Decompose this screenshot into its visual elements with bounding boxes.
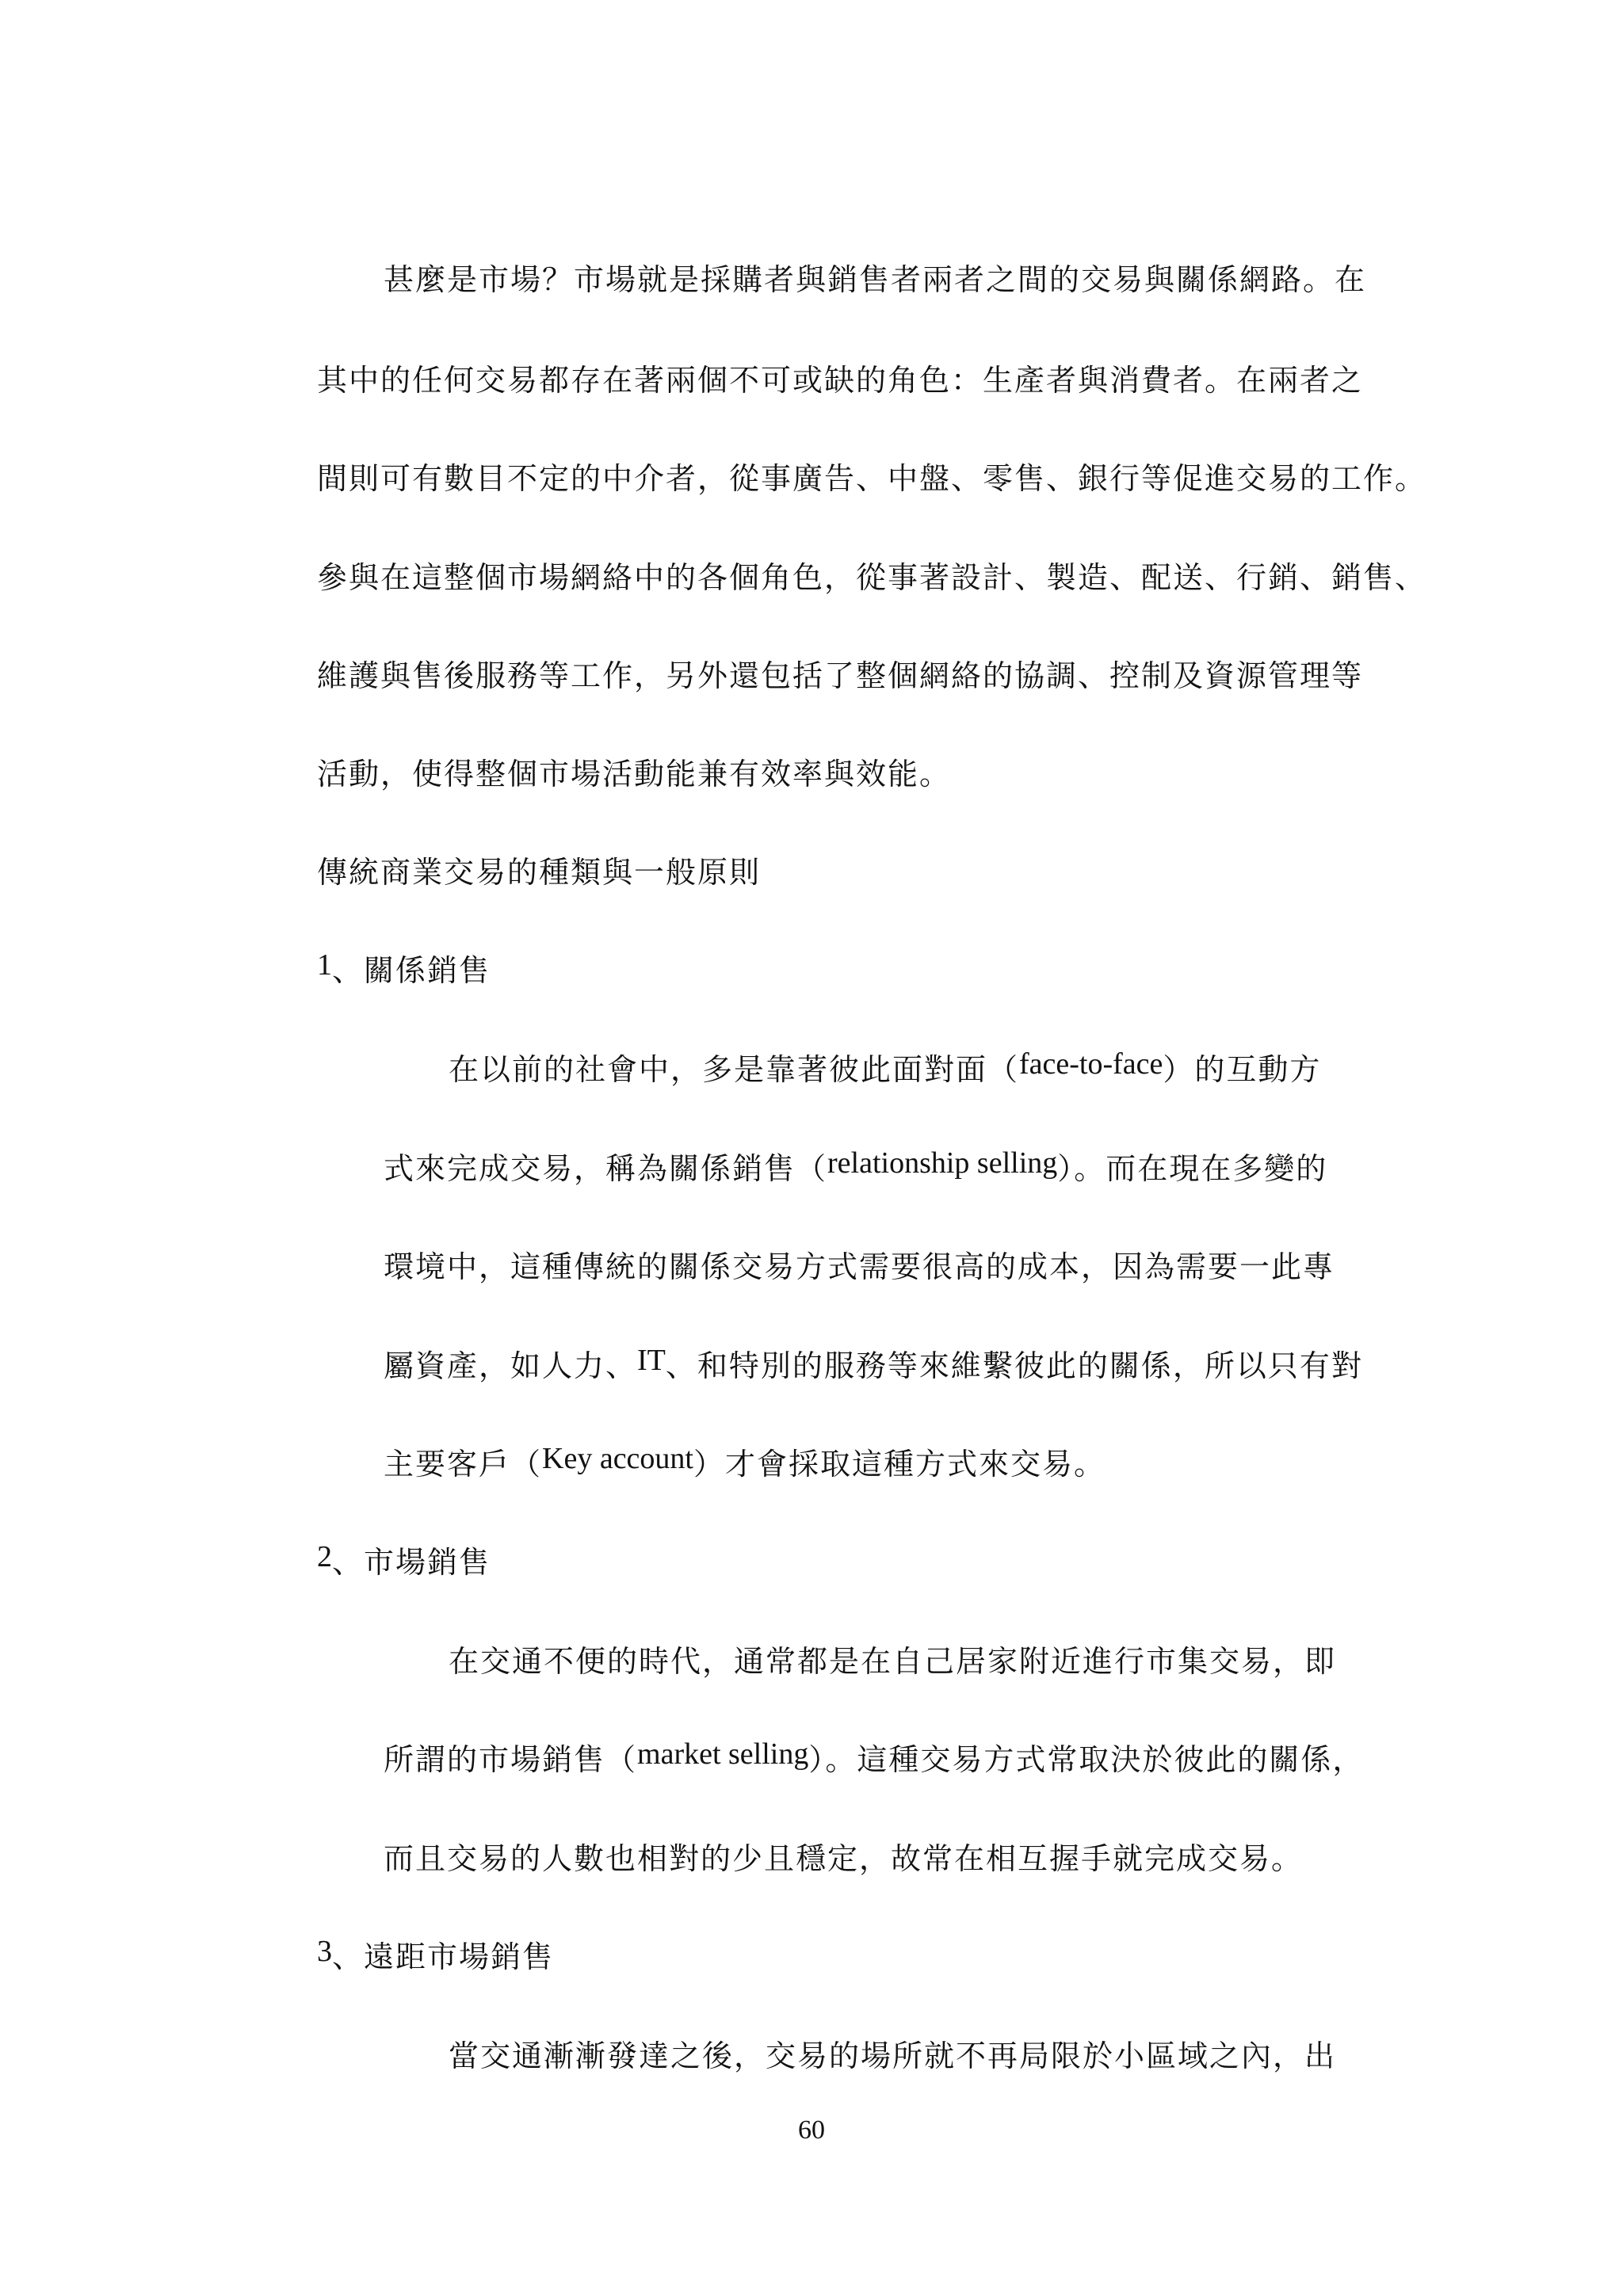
- page-number: 60: [798, 2115, 825, 2145]
- intro-line-6: 活動，使得整個市場活動能兼有效率與效能。: [317, 757, 952, 791]
- intro-line-1: 甚麼是市場？市場就是採購者與銷售者兩者之間的交易與關係網路。在: [384, 262, 1367, 297]
- item-title: 、市場銷售: [332, 1545, 491, 1580]
- intro-line-4: 參與在這整個市場網絡中的各個角色，從事著設計、製造、配送、行銷、銷售、: [317, 560, 1427, 595]
- item-title: 、關係銷售: [332, 953, 491, 988]
- item-number: 2: [317, 1540, 332, 1573]
- text-segment: 在以前的社會中，多是靠著彼此面對面（: [449, 1052, 1020, 1087]
- text-segment: 當交通漸漸發達之後，交易的場所就不再局限於小區域之內，出: [449, 2039, 1337, 2073]
- intro-line-2: 其中的任何交易都存在著兩個不可或缺的角色：生產者與消費者。在兩者之: [317, 363, 1364, 398]
- item-1-line-3: [384, 1247, 1335, 1287]
- text-segment: 屬資產，如人力、: [384, 1348, 638, 1383]
- item-3-line-1: [449, 2036, 1336, 2076]
- item-3-heading: [317, 1937, 554, 1978]
- item-1-line-1: [449, 1047, 1322, 1090]
- item-number: 3: [317, 1935, 332, 1968]
- item-1-heading: [317, 948, 491, 991]
- text-segment: ）。而在現在多變的: [1057, 1151, 1328, 1186]
- latin-term: face-to-face: [1019, 1047, 1163, 1081]
- text-segment: 在交通不便的時代，通常都是在自己居家附近進行市集交易，即: [449, 1644, 1337, 1679]
- intro-line-5: 維護與售後服務等工作，另外還包括了整個網絡的協調、控制及資源管理等: [317, 658, 1364, 693]
- text-segment: 、和特別的服務等來維繫彼此的關係，所以只有對: [665, 1348, 1363, 1383]
- text-segment: 而且交易的人數也相對的少且穩定，故常在相互握手就完成交易。: [384, 1841, 1304, 1876]
- text-segment: 式來完成交易，稱為關係銷售（: [384, 1151, 828, 1186]
- intro-line-3: 間則可有數目不定的中介者，從事廣告、中盤、零售、銀行等促進交易的工作。: [317, 461, 1427, 496]
- item-1-line-4: [384, 1346, 1363, 1386]
- text-segment: 所謂的市場銷售（: [384, 1742, 638, 1777]
- item-2-line-2: [384, 1737, 1365, 1780]
- latin-term: Key account: [542, 1442, 693, 1475]
- latin-term: IT: [637, 1344, 666, 1377]
- text-segment: 主要客戶（: [384, 1447, 543, 1482]
- latin-term: relationship selling: [827, 1146, 1058, 1180]
- item-2-line-3: [384, 1839, 1303, 1878]
- text-segment: 環境中，這種傳統的關係交易方式需要很高的成本，因為需要一此專: [384, 1249, 1335, 1284]
- item-2-heading: [317, 1540, 491, 1583]
- item-1-line-2: [384, 1146, 1328, 1189]
- text-segment: ）。這種交易方式常取決於彼此的關係，: [808, 1742, 1365, 1777]
- text-segment: ）的互動方: [1163, 1052, 1322, 1087]
- item-number: 1: [317, 948, 332, 982]
- latin-term: market selling: [637, 1737, 809, 1771]
- section-heading: 傳統商業交易的種類與一般原則: [317, 855, 762, 890]
- item-1-line-5: [384, 1444, 1106, 1485]
- text-segment: ）才會採取這種方式來交易。: [693, 1447, 1106, 1482]
- item-title: 、遠距市場銷售: [332, 1939, 555, 1974]
- item-2-line-1: [449, 1642, 1336, 1681]
